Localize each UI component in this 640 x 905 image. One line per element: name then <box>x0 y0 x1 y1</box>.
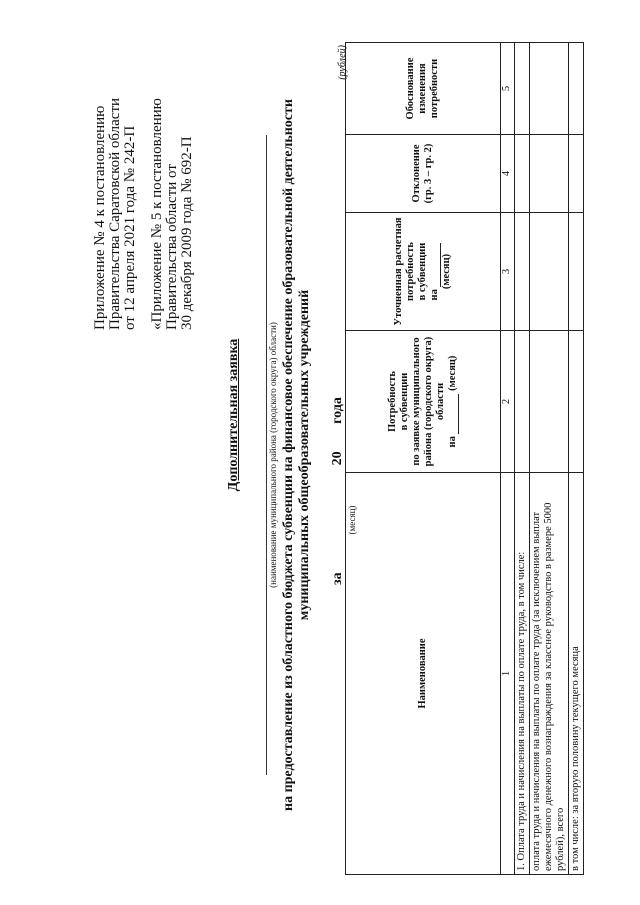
header-deviation-line: (гр. 3 – гр. 2) <box>423 143 434 204</box>
table-cell <box>530 135 569 213</box>
row-label: оплата труда и начисления на выплаты по оплате труда (за исключением выплат ежемесячного денежного вознаграждения за классное руководство в размере 5000 рублей), всего <box>530 473 569 875</box>
header-deviation-line: Отклонение <box>411 144 422 203</box>
table-cell <box>569 135 584 213</box>
appendix-header <box>93 10 195 330</box>
table-cell <box>530 43 569 135</box>
period-month-hint: (месяц) <box>347 505 357 535</box>
request-purpose: на предоставление из областного бюджета субвенции на финансовое обеспечение образовательной деятельности муниципальных общеобразовательных учреждений <box>281 99 312 811</box>
header-need-month: на (месяц) <box>447 355 458 448</box>
table-cell <box>515 43 530 135</box>
column-number: 2 <box>501 331 515 473</box>
row-label: в том числе: за вторую половину текущего месяца <box>569 473 584 875</box>
table-cell <box>569 213 584 331</box>
table-cell <box>569 331 584 473</box>
column-number: 3 <box>501 213 515 331</box>
header-refined-line: Уточненная расчетная <box>393 217 404 326</box>
header-refined-line: в субвенции <box>417 242 428 301</box>
table-row <box>530 43 569 875</box>
table-row <box>515 43 530 875</box>
table-cell <box>515 135 530 213</box>
previous-appendix-line: 30 декабря 2009 года № 692-П <box>179 136 195 330</box>
header-refined-line: потребность <box>405 242 416 301</box>
header-justification-line: изменения <box>417 63 428 114</box>
header-need-line: области <box>435 382 446 421</box>
previous-appendix-line: «Приложение № 5 к постановлению <box>149 98 165 330</box>
table-row <box>569 43 584 875</box>
header-need <box>346 331 501 473</box>
appendix-line: от 12 апреля 2021 года № 242-П <box>122 125 138 330</box>
header-need-line: района (городского округа) <box>423 336 434 467</box>
table-cell <box>569 43 584 135</box>
table-cell <box>515 331 530 473</box>
header-name: Наименование <box>346 473 501 875</box>
header-deviation <box>346 135 501 213</box>
header-need-line: в субвенции <box>399 372 410 431</box>
document-title: Дополнительная заявка <box>226 338 241 492</box>
unit-label: (рублей) <box>337 45 348 80</box>
table-cell <box>530 213 569 331</box>
column-number: 5 <box>501 43 515 135</box>
header-refined-need <box>346 213 501 331</box>
period-prefix: за <box>330 572 345 585</box>
municipality-line <box>266 135 267 775</box>
period-year-prefix: 20 <box>330 451 345 466</box>
request-table <box>345 42 584 875</box>
request-period <box>330 285 346 585</box>
column-number: 1 <box>501 473 515 875</box>
table-header-row <box>346 43 501 875</box>
header-need-line: по заявке муниципального <box>411 337 422 466</box>
previous-appendix-line: Правительства области от <box>164 164 180 330</box>
column-number: 4 <box>501 135 515 213</box>
row-label: 1. Оплата труда и начисления на выплаты по оплате труда, в том числе: <box>515 473 530 875</box>
appendix-line: Приложение № 4 к постановлению <box>92 105 108 330</box>
municipality-hint: (наименование муниципального района (городского округа) области) <box>268 322 278 588</box>
header-refined-month-hint: (месяц) <box>441 253 452 290</box>
table-cell <box>530 331 569 473</box>
header-refined-month: на <box>429 216 441 327</box>
header-justification-line: потребности <box>429 58 440 119</box>
header-justification-line: Обоснование <box>405 57 416 120</box>
column-number-row <box>501 43 515 875</box>
appendix-line: Правительства Саратовской области <box>107 97 123 330</box>
table-cell <box>515 213 530 331</box>
header-justification <box>346 43 501 135</box>
period-suffix: года <box>330 397 345 424</box>
header-need-line: Потребность <box>387 371 398 432</box>
